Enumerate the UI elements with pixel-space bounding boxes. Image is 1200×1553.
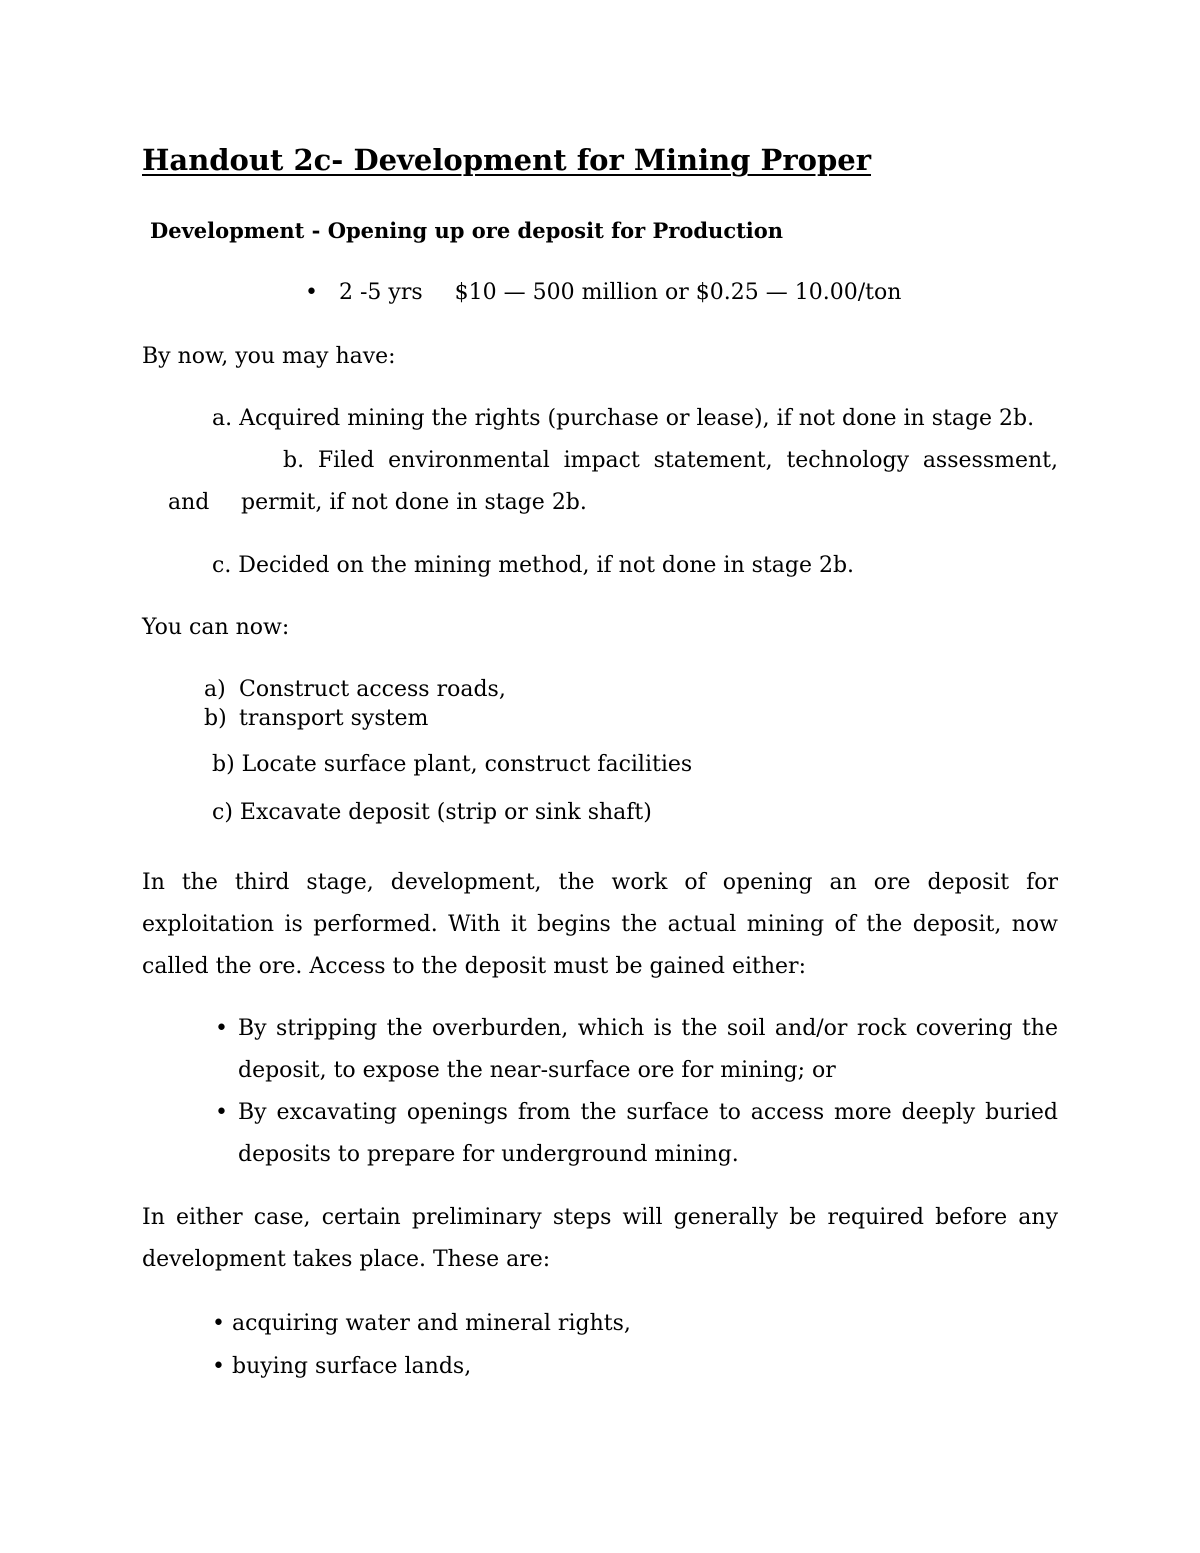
cost-text: $10 — 500 million or $0.25 — 10.00/ton (454, 280, 902, 305)
cost-summary-line (305, 282, 901, 304)
paragraph-third-stage: In the third stage, development, the work of opening an ore deposit for exploitation is performed. With it begins the actual mining of the deposit, now called the ore. Access to the deposit must be gained either: (142, 870, 1058, 979)
can-now-item-b2: b) Locate surface plant, construct facilities (212, 752, 693, 777)
list-item-text: By excavating openings from the surface to access more deeply buried deposits to prepare for underground mining. (238, 1100, 1058, 1167)
can-now-item-a: Construct access roads, (239, 677, 506, 702)
list-item-text: By stripping the overburden, which is the soil and/or rock covering the deposit, to expose the near-surface ore for mining; or (238, 1016, 1058, 1083)
can-now-item-b-label: b) (204, 706, 227, 731)
section-subtitle: Development - Opening up ore deposit for Production (150, 218, 784, 243)
list-item (212, 1313, 631, 1335)
by-now-item-b-line2: permit, if not done in stage 2b. (241, 490, 587, 515)
by-now-intro: By now, you may have: (142, 344, 396, 369)
list-item (215, 1092, 1058, 1176)
list-item-text: buying surface lands, (231, 1354, 472, 1379)
list-item (212, 1356, 471, 1378)
bullet-icon: • (212, 1354, 225, 1379)
by-now-item-c: c. Decided on the mining method, if not done in stage 2b. (212, 553, 855, 578)
bullet-icon: • (215, 1016, 228, 1041)
by-now-item-b-and: and (168, 490, 210, 515)
list-item (215, 1008, 1058, 1092)
can-now-intro: You can now: (142, 615, 290, 640)
by-now-item-a: a. Acquired mining the rights (purchase or lease), if not done in stage 2b. (212, 406, 1035, 431)
can-now-item-c: c) Excavate deposit (strip or sink shaft) (212, 800, 652, 825)
by-now-item-b-line1: b. Filed environmental impact statement, technology assessment, (283, 448, 1058, 473)
paragraph-preliminary-steps: In either case, certain preliminary steps will generally be required before any development takes place. These are: (142, 1205, 1058, 1272)
can-now-item-a-label: a) (204, 677, 226, 702)
list-item-text: acquiring water and mineral rights, (231, 1311, 631, 1336)
bullet-icon: • (305, 280, 318, 305)
duration-text: 2 -5 yrs (339, 280, 423, 305)
bullet-icon: • (215, 1100, 228, 1125)
page-title: Handout 2c- Development for Mining Proper (142, 143, 871, 177)
bullet-icon: • (212, 1311, 225, 1336)
can-now-item-b: transport system (239, 706, 429, 731)
